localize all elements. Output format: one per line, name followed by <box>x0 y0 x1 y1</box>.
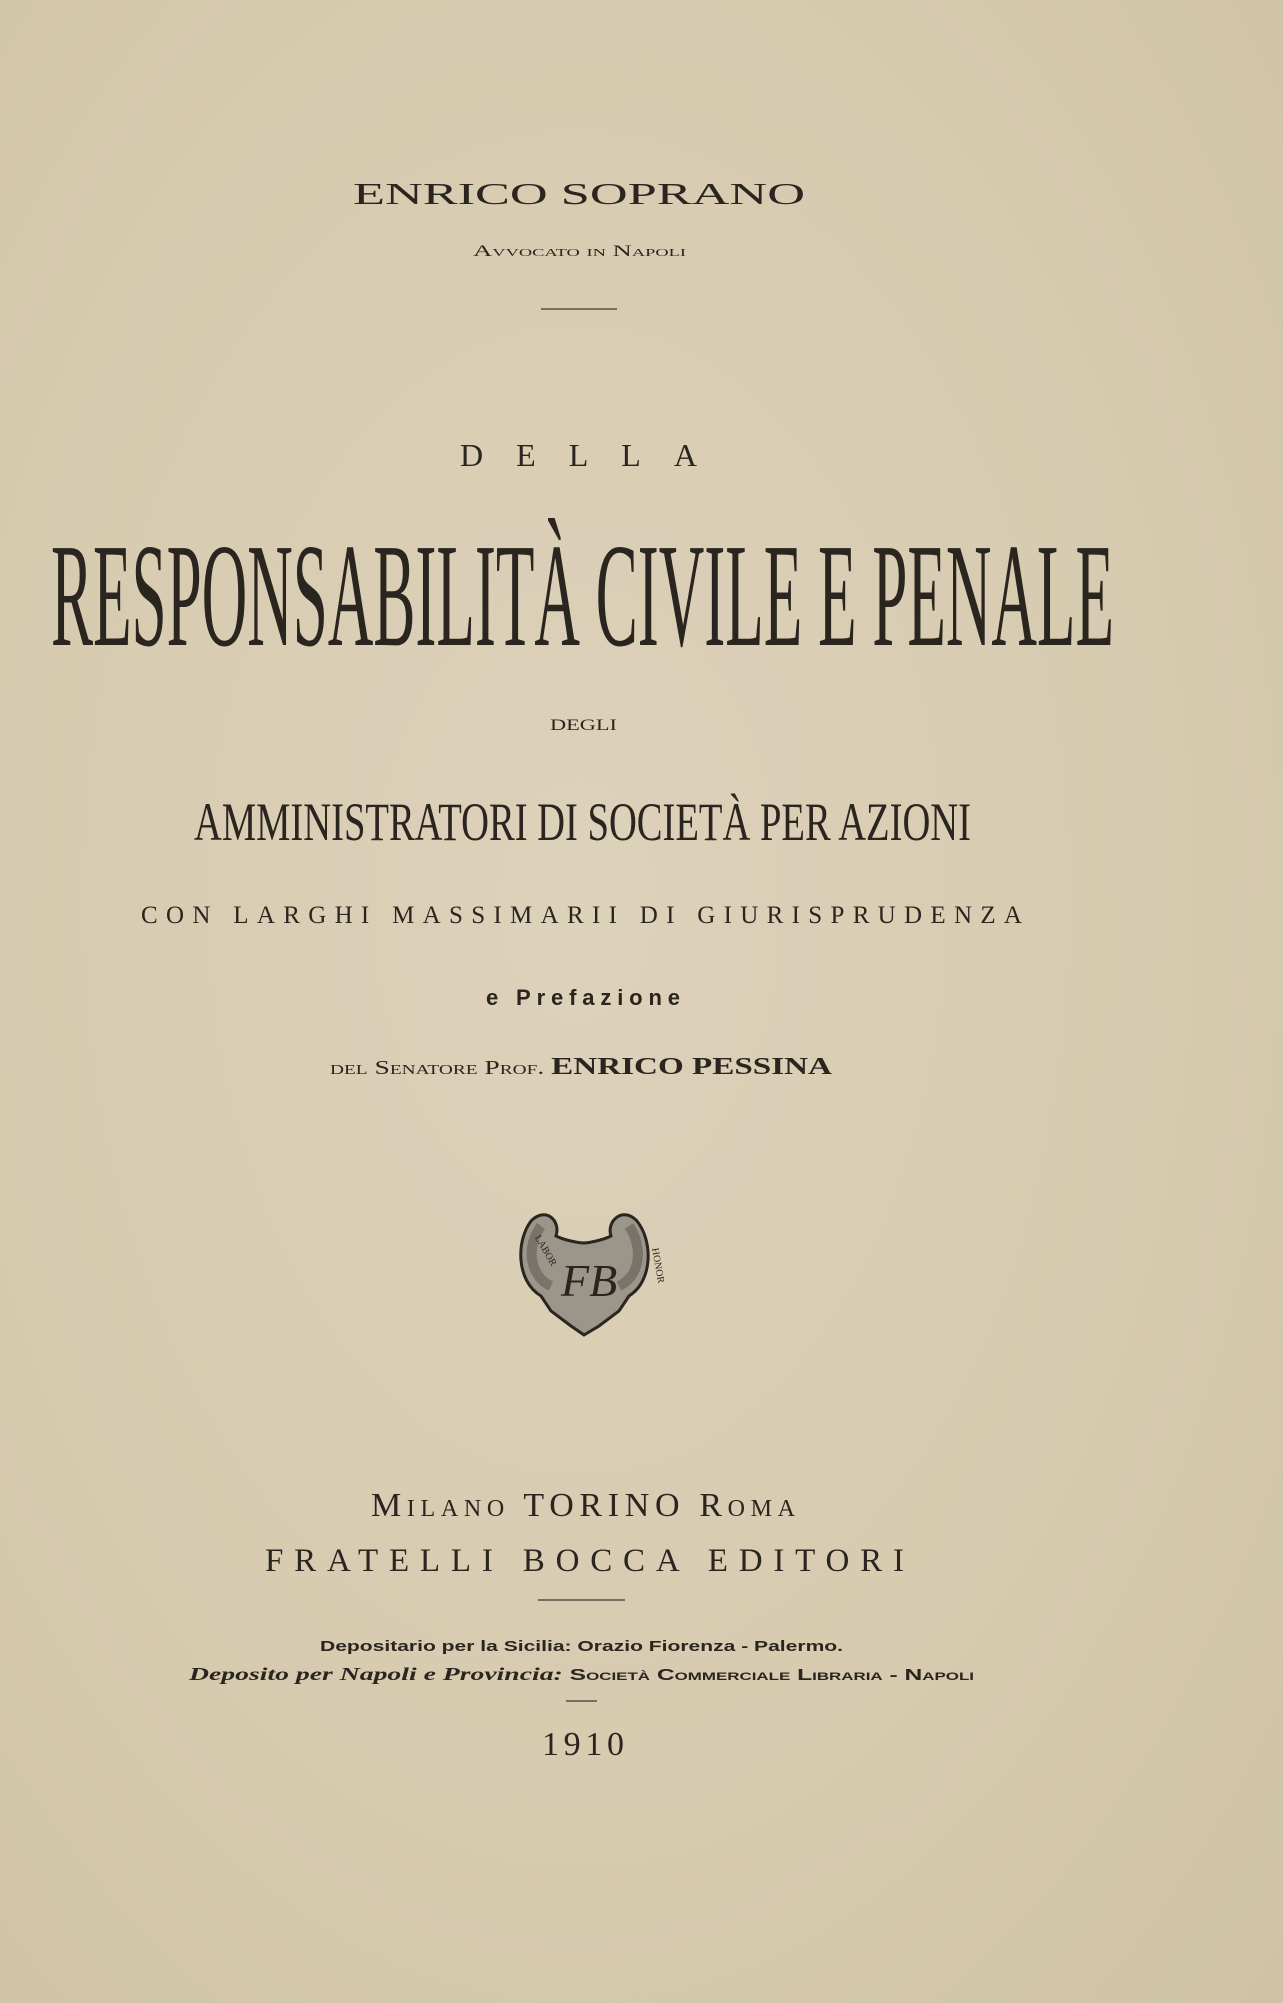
author-role: Avvocato in Napoli <box>473 243 687 260</box>
title-pre: DELLA <box>460 437 697 473</box>
publisher-name: FRATELLI BOCCA EDITORI <box>265 1543 904 1579</box>
title-subject: AMMINISTRATORI DI SOCIETÀ PER AZIONI <box>194 792 971 852</box>
deposit-label: Deposito per Napoli e Provincia: <box>189 1664 432 1684</box>
preface-by-name: ENRICO PESSINA <box>551 1054 755 1080</box>
city-roma: Roma <box>699 1487 795 1524</box>
main-title: RESPONSABILITÀ CIVILE E PENALE <box>51 514 1114 678</box>
author-name: ENRICO SOPRANO <box>353 176 805 211</box>
title-connector: DEGLI <box>550 717 617 734</box>
preface-by-prefix: del Senatore Prof. <box>330 1057 486 1079</box>
publication-year: 1910 <box>542 1726 624 1763</box>
city-torino: TORINO <box>523 1487 680 1524</box>
logo-motto-right: HONOR <box>649 1247 667 1285</box>
title-subtitle: CON LARGHI MASSIMARII DI GIURISPRUDENZA <box>141 902 1022 929</box>
city-milano: Milano <box>371 1487 505 1524</box>
logo-monogram: FB <box>561 1255 618 1306</box>
logo-motto-left: LABOR <box>532 1233 559 1269</box>
preface-by <box>330 1054 833 1080</box>
deposit-value: Società Commerciale Libraria - Napoli <box>569 1667 833 1684</box>
preface-label: e Prefazione <box>486 985 680 1010</box>
depositary-sicily: Depositario per la Sicilia: Orazio Fiorenza - Palermo. <box>320 1638 843 1655</box>
publisher-cities <box>371 1487 796 1524</box>
publisher-logo <box>521 1215 666 1335</box>
deposit-naples <box>187 1664 974 1684</box>
